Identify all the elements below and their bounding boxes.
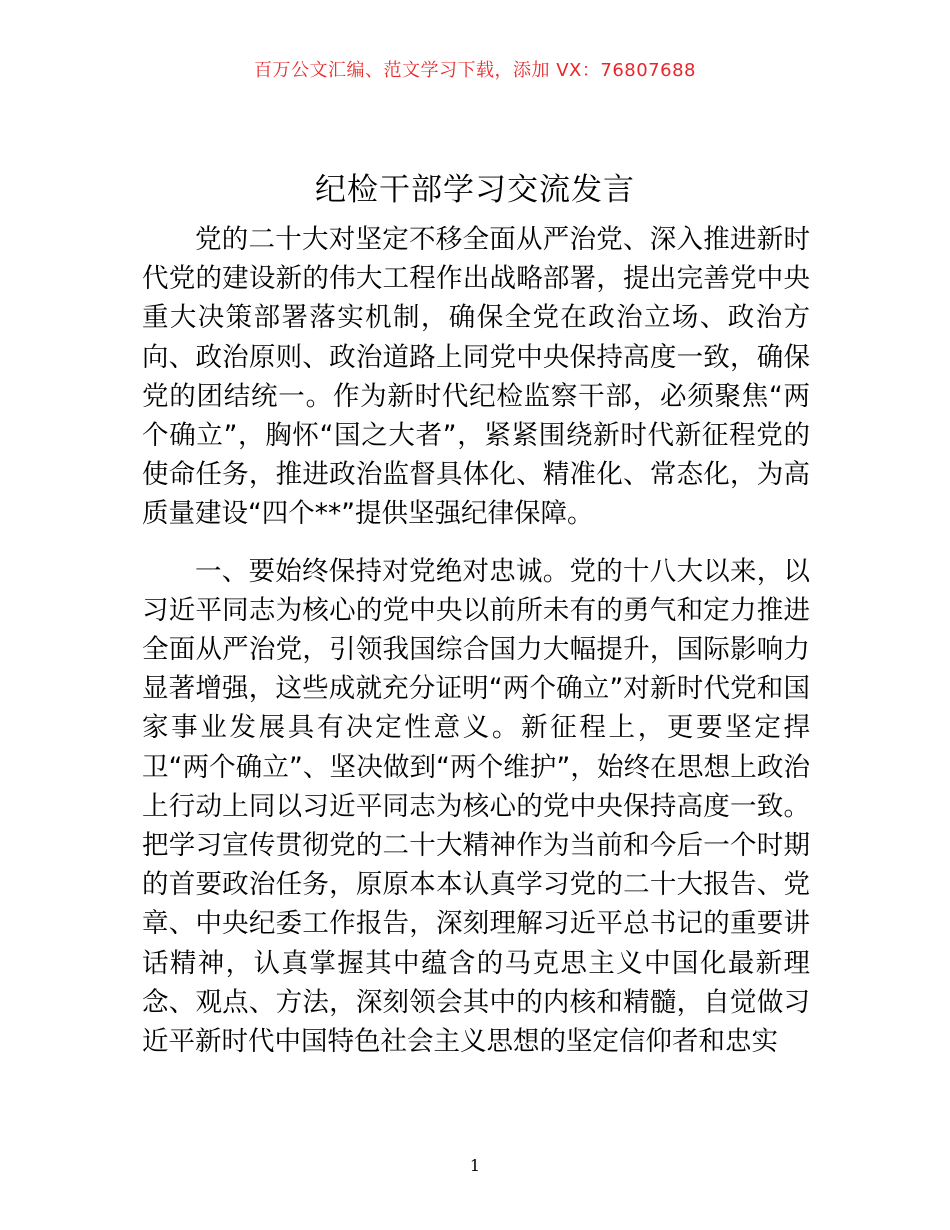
page-number: 1 <box>469 1156 481 1175</box>
header-note: 百万公文汇编、范文学习下载，添加 VX：76807688 <box>254 60 696 81</box>
paragraph-section-one: 一、要始终保持对党绝对忠诚。党的十八大以来，以习近平同志为核心的党中央以前所未有的勇气和定力推进全面从严治党，引领我国综合国力大幅提升，国际影响力显著增强，这些成就充分证明“两个确立”对新时代党和国家事业发展具有决定性意义。新征程上，更要坚定捍卫“两个确立”、坚决做到“两个维护”，始终在思想上政治上行动上同以习近平同志为核心的党中央保持高度一致。把学习宣传贯彻党的二十大精神作为当前和今后一个时期的首要政治任务，原原本本认真学习党的二十大报告、党章、中央纪委工作报告，深刻理解习近平总书记的重要讲话精神，认真掌握其中蕴含的马克思主义中国化最新理念、观点、方法，深刻领会其中的内核和精髓，自觉做习近平新时代中国特色社会主义思想的坚定信仰者和忠实 <box>142 555 810 1058</box>
paragraph-gap <box>142 534 810 552</box>
document-body <box>142 220 810 1061</box>
paragraph-intro: 党的二十大对坚定不移全面从严治党、深入推进新时代党的建设新的伟大工程作出战略部署，提出完善党中央重大决策部署落实机制，确保全党在政治立场、政治方向、政治原则、政治道路上同党中央保持高度一致，确保党的团结统一。作为新时代纪检监察干部，必须聚焦“两个确立”，胸怀“国之大者”，紧紧围绕新时代新征程党的使命任务，推进政治监督具体化、精准化、常态化，为高质量建设“四个**”提供坚强纪律保障。 <box>142 224 810 530</box>
document-title: 纪检干部学习交流发言 <box>315 172 635 208</box>
